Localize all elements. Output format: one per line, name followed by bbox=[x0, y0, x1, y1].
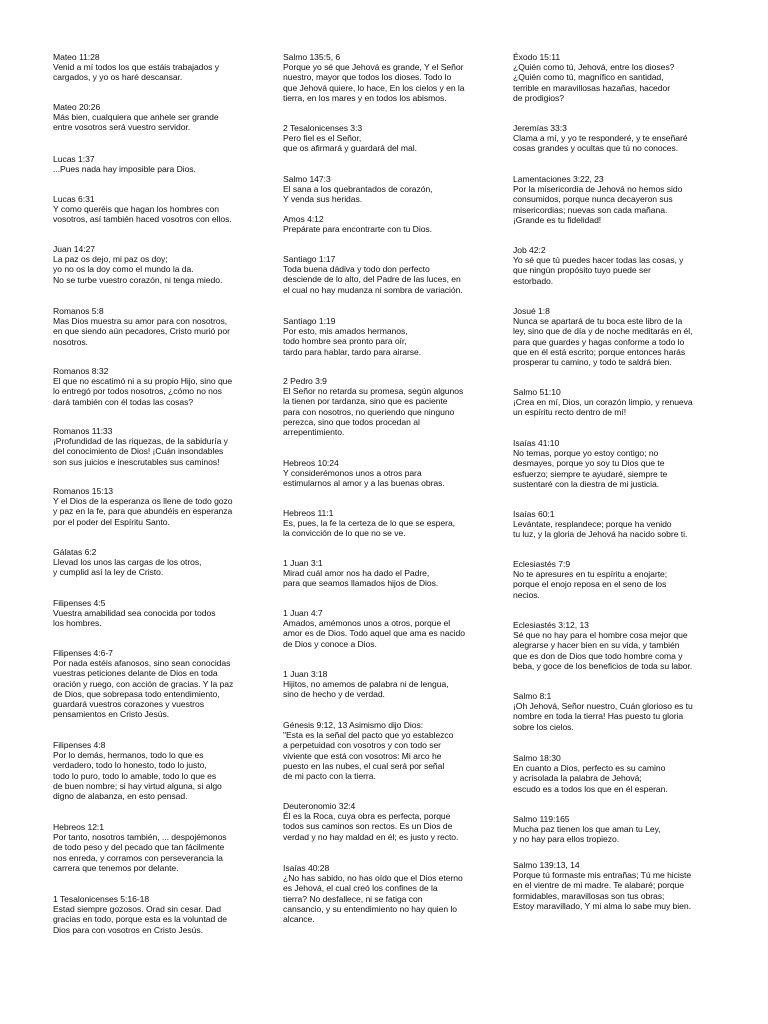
verse-reference: Mateo 11:28 bbox=[53, 52, 100, 62]
verse-block bbox=[513, 387, 735, 418]
verse-block bbox=[283, 254, 505, 295]
verse-text: Porque tú formaste mis entrañas; Tú me hiciste en el vientre de mi madre. Te alabaré; porque formidables, maravillosas son tus obras; Estoy maravillado, Y mi alma lo sabe muy bien. bbox=[513, 870, 692, 911]
verse-reference: Eclesiastés 3:12, 13 bbox=[513, 620, 589, 630]
verse-reference: Isaías 40:28 bbox=[283, 863, 330, 873]
verse-text: Porque yo sé que Jehová es grande, Y el Señor nuestro, mayor que todos los dioses. Todo lo que Jehová quiere, lo hace, En los cielos y en la tierra, en los mares y en todos los abismos. bbox=[283, 62, 465, 103]
verse-text: El Señor no retarda su promesa, según algunos la tienen por tardanza, sino que es paciente para con nosotros, no queriendo que ninguno perezca, sino que todos procedan al arrepentimiento. bbox=[283, 386, 464, 438]
verse-text: Hijitos, no amemos de palabra ni de lengua, sino de hecho y de verdad. bbox=[283, 679, 449, 700]
verse-reference: Salmo 18:30 bbox=[513, 753, 561, 763]
verse-block bbox=[283, 558, 505, 589]
verse-text: Por esto, mis amados hermanos, todo hombre sea pronto para oír, tardo para hablar, tardo para airarse. bbox=[283, 326, 422, 357]
verse-text: Mas Dios muestra su amor para con nosotros, en que siendo aún pecadores, Cristo murió por nosotros. bbox=[53, 316, 230, 347]
verse-block bbox=[513, 814, 735, 845]
verse-text: ¿Quién como tú, Jehová, entre los dioses? ¿Quién como tú, magnífico en santidad, terrible en maravillosas hazañas, hacedor de prodigios? bbox=[513, 62, 675, 103]
verse-reference: 2 Tesalonicenses 3:3 bbox=[283, 123, 363, 133]
verse-text: No te apresures en tu espíritu a enojarte; porque el enojo reposa en el seno de los necios. bbox=[513, 569, 668, 600]
verse-block bbox=[53, 822, 275, 873]
verse-text: Por nada estéis afanosos, sino sean conocidas vuestras peticiones delante de Dios en toda oración y ruego, con acción de gracias. Y la paz de Dios, que sobrepasa todo entendimiento, guardará vuestros corazones y vuestros pensamientos en Cristo Jesús. bbox=[53, 658, 234, 720]
verse-text: Mirad cuál amor nos ha dado el Padre, para que seamos llamados hijos de Dios. bbox=[283, 568, 439, 589]
verse-reference: Filipenses 4:5 bbox=[53, 598, 106, 608]
verse-text: ¡Profundidad de las riquezas, de la sabiduría y del conocimiento de Dios! ¡Cuán insondables son sus juicios e inescrutables sus caminos! bbox=[53, 436, 228, 467]
verse-reference: Salmo 119:165 bbox=[513, 814, 570, 824]
verse-block bbox=[283, 508, 505, 539]
verse-text: El que no escatimó ni a su propio Hijo, sino que lo entregó por todos nosotros, ¿cómo no nos dará también con él todas las cosas? bbox=[53, 376, 233, 407]
verse-reference: Lucas 1:37 bbox=[53, 154, 95, 164]
verse-block bbox=[53, 52, 275, 83]
verse-block bbox=[53, 740, 275, 801]
verse-block bbox=[283, 52, 505, 103]
verse-text: El sana a los quebrantados de corazón, Y venda sus heridas. bbox=[283, 184, 433, 205]
verse-reference: Romanos 8:32 bbox=[53, 366, 109, 376]
verse-text: Pero fiel es el Señor, que os afirmará y guardará del mal. bbox=[283, 133, 417, 154]
verse-reference: Salmo 139:13, 14 bbox=[513, 860, 580, 870]
verse-block bbox=[53, 244, 275, 285]
verse-reference: Génesis 9:12, 13 Asimismo dijo Dios: bbox=[283, 720, 424, 730]
verse-block bbox=[53, 486, 275, 527]
verse-reference: Éxodo 15:11 bbox=[513, 52, 561, 62]
verse-reference: 1 Juan 4:7 bbox=[283, 608, 323, 618]
verse-text: Y el Dios de la esperanza os llene de todo gozo y paz en la fe, para que abundéis en esperanza por el poder del Espíritu Santo. bbox=[53, 496, 233, 527]
verse-block bbox=[283, 863, 505, 924]
verse-block bbox=[283, 123, 505, 154]
verse-text: Levántate, resplandece; porque ha venido tu luz, y la gloria de Jehová ha nacido sobre ti. bbox=[513, 519, 688, 540]
verse-text: Sé que no hay para el hombre cosa mejor que alegrarse y hacer bien en su vida, y también que es don de Dios que todo hombre coma y beba, y goce de los beneficios de toda su labor. bbox=[513, 630, 693, 671]
verse-block bbox=[513, 509, 735, 540]
verse-reference: Josué 1:8 bbox=[513, 306, 550, 316]
verse-block bbox=[513, 620, 735, 671]
verse-text: Amados, amémonos unos a otros, porque el amor es de Dios. Todo aquel que ama es nacido de Dios y conoce a Dios. bbox=[283, 618, 465, 649]
verse-text: La paz os dejo, mi paz os doy; yo no os la doy como el mundo la da. No se turbe vuestro corazón, ni tenga miedo. bbox=[53, 254, 223, 285]
verse-block bbox=[513, 245, 735, 286]
verse-text: Llevad los unos las cargas de los otros, y cumplid así la ley de Cristo. bbox=[53, 557, 202, 578]
verse-reference: Isaías 41:10 bbox=[513, 438, 560, 448]
verse-reference: Eclesiastés 7:9 bbox=[513, 559, 571, 569]
verse-text: En cuanto a Dios, perfecto es su camino y acrisolada la palabra de Jehová; escudo es a todos los que en él esperan. bbox=[513, 763, 668, 794]
verse-block bbox=[53, 194, 275, 225]
verse-reference: Hebreos 12:1 bbox=[53, 822, 104, 832]
verse-block bbox=[513, 753, 735, 794]
verse-block bbox=[53, 598, 275, 629]
verse-block bbox=[53, 306, 275, 347]
verse-reference: Hebreos 11:1 bbox=[283, 508, 334, 518]
verse-reference: Deuteronomio 32:4 bbox=[283, 801, 356, 811]
verse-block bbox=[283, 376, 505, 437]
verse-block bbox=[53, 154, 275, 174]
verse-text: Clama a mí, y yo te responderé, y te enseñaré cosas grandes y ocultas que tú no conoces. bbox=[513, 133, 688, 154]
verse-text: Venid a mí todos los que estáis trabajados y cargados, y yo os haré descansar. bbox=[53, 62, 219, 83]
verse-text: ¡Crea en mí, Dios, un corazón limpio, y renueva un espíritu recto dentro de mí! bbox=[513, 397, 693, 418]
verse-block bbox=[283, 608, 505, 649]
verse-block bbox=[513, 52, 735, 103]
verse-block bbox=[283, 174, 505, 205]
verse-block bbox=[53, 366, 275, 407]
verse-text: Prepárate para encontrarte con tu Dios. bbox=[283, 224, 433, 235]
verse-text: Yo sé que tú puedes hacer todas las cosas, y que ningún propósito tuyo puede ser estorbado. bbox=[513, 255, 684, 286]
verse-reference: Salmo 8:1 bbox=[513, 691, 552, 701]
verse-block bbox=[53, 102, 275, 133]
verse-reference: Gálatas 6:2 bbox=[53, 547, 97, 557]
verse-block bbox=[283, 458, 505, 489]
verse-text: ...Pues nada hay imposible para Dios. bbox=[53, 164, 196, 175]
verse-reference: 1 Juan 3:18 bbox=[283, 669, 328, 679]
verse-reference: 1 Juan 3:1 bbox=[283, 558, 323, 568]
verse-text: Nunca se apartará de tu boca este libro de la ley, sino que de día y de noche meditarás en él, para que guardes y hagas conforme a todo lo que en él está escrito; porque entonces harás prosperar tu camino, y todo te saldrá bien. bbox=[513, 316, 693, 368]
verse-text: Por tanto, nosotros también, ... despojémonos de todo peso y del pecado que tan fácilmente nos enreda, y corramos con perseverancia la carrera que tenemos por delante. bbox=[53, 832, 227, 873]
verse-reference: Filipenses 4:8 bbox=[53, 740, 106, 750]
verse-reference: Salmo 147:3 bbox=[283, 174, 331, 184]
verse-text: Y como queréis que hagan los hombres con vosotros, así también haced vosotros con ellos. bbox=[53, 204, 232, 225]
verse-block bbox=[513, 306, 735, 367]
verse-reference: Romanos 15:13 bbox=[53, 486, 114, 496]
verse-reference: Juan 14:27 bbox=[53, 244, 96, 254]
verse-reference: Romanos 5:8 bbox=[53, 306, 104, 316]
verse-text: Toda buena dádiva y todo don perfecto desciende de lo alto, del Padre de las luces, en el cual no hay mudanza ni sombra de variación. bbox=[283, 264, 463, 295]
verse-block bbox=[283, 801, 505, 842]
verse-reference: Lamentaciones 3:22, 23 bbox=[513, 174, 604, 184]
verse-text: ¡Oh Jehová, Señor nuestro, Cuán glorioso es tu nombre en toda la tierra! Has puesto tu gloria sobre los cielos. bbox=[513, 701, 693, 732]
verse-reference: Santiago 1:17 bbox=[283, 254, 336, 264]
verse-block bbox=[513, 559, 735, 600]
verse-reference: Lucas 6:31 bbox=[53, 194, 95, 204]
verse-reference: Hebreos 10:24 bbox=[283, 458, 339, 468]
verse-text: Por lo demás, hermanos, todo lo que es verdadero, todo lo honesto, todo lo justo, todo lo puro, todo lo amable, todo lo que es de buen nombre; si hay virtud alguna, si algo digno de alabanza, en esto pensad. bbox=[53, 750, 222, 802]
verse-block bbox=[53, 894, 275, 935]
verse-block bbox=[513, 438, 735, 489]
verse-text: Y considerémonos unos a otros para estimularnos al amor y a las buenas obras. bbox=[283, 468, 445, 489]
verse-block bbox=[283, 720, 505, 781]
verse-text: "Esta es la señal del pacto que yo establezco a perpetuidad con vosotros y con todo ser viviente que está con vosotros: Mi arco he puesto en las nubes, el cual será por señal de mi pacto con la tierra. bbox=[283, 730, 454, 782]
verse-reference: Isaías 60:1 bbox=[513, 509, 555, 519]
verse-text: Vuestra amabilidad sea conocida por todos los hombres. bbox=[53, 608, 216, 629]
verse-block bbox=[283, 669, 505, 700]
verse-block bbox=[53, 547, 275, 578]
verse-block bbox=[513, 123, 735, 154]
verse-reference: Salmo 51:10 bbox=[513, 387, 561, 397]
verse-block bbox=[513, 860, 735, 911]
verse-text: Por la misericordia de Jehová no hemos sido consumidos, porque nunca decayeron sus misericordias; nuevas son cada mañana. ¡Grande es tu fidelidad! bbox=[513, 184, 683, 225]
verse-reference: Mateo 20:26 bbox=[53, 102, 101, 112]
verse-reference: Job 42:2 bbox=[513, 245, 546, 255]
verse-block bbox=[283, 214, 505, 234]
verse-block bbox=[513, 691, 735, 732]
verse-block bbox=[513, 174, 735, 225]
verse-text: Es, pues, la fe la certeza de lo que se espera, la convicción de lo que no se ve. bbox=[283, 518, 456, 539]
verse-text: Mucha paz tienen los que aman tu Ley, y no hay para ellos tropiezo. bbox=[513, 824, 661, 845]
verse-block bbox=[53, 648, 275, 719]
verse-reference: Santiago 1:19 bbox=[283, 316, 336, 326]
verse-block bbox=[283, 316, 505, 357]
verse-text: Él es la Roca, cuya obra es perfecta, porque todos sus caminos son rectos. Es un Dios de verdad y no hay maldad en él; es justo y recto. bbox=[283, 811, 459, 842]
verse-reference: Amos 4:12 bbox=[283, 214, 324, 224]
verse-reference: Salmo 135:5, 6 bbox=[283, 52, 341, 62]
verse-text: ¿No has sabido, no has oído que el Dios eterno es Jehová, el cual creó los confines de la tierra? No desfallece, ni se fatiga con cansancio, y su entendimiento no hay quien lo alcance. bbox=[283, 873, 463, 925]
verse-reference: Romanos 11:33 bbox=[53, 426, 113, 436]
verse-text: Estad siempre gozosos. Orad sin cesar. Dad gracias en todo, porque esta es la voluntad de Dios para con vosotros en Cristo Jesús. bbox=[53, 904, 227, 935]
verse-block bbox=[53, 426, 275, 467]
verse-reference: Filipenses 4:6-7 bbox=[53, 648, 113, 658]
verse-text: Más bien, cualquiera que anhele ser grande entre vosotros será vuestro servidor. bbox=[53, 112, 219, 133]
verse-reference: Jeremías 33:3 bbox=[513, 123, 567, 133]
verse-reference: 2 Pedro 3:9 bbox=[283, 376, 327, 386]
verse-text: No temas, porque yo estoy contigo; no desmayes, porque yo soy tu Dios que te esfuerzo; siempre te ayudaré, siempre te sustentaré con la diestra de mi justicia. bbox=[513, 448, 668, 489]
verse-reference: 1 Tesalonicenses 5:16-18 bbox=[53, 894, 150, 904]
